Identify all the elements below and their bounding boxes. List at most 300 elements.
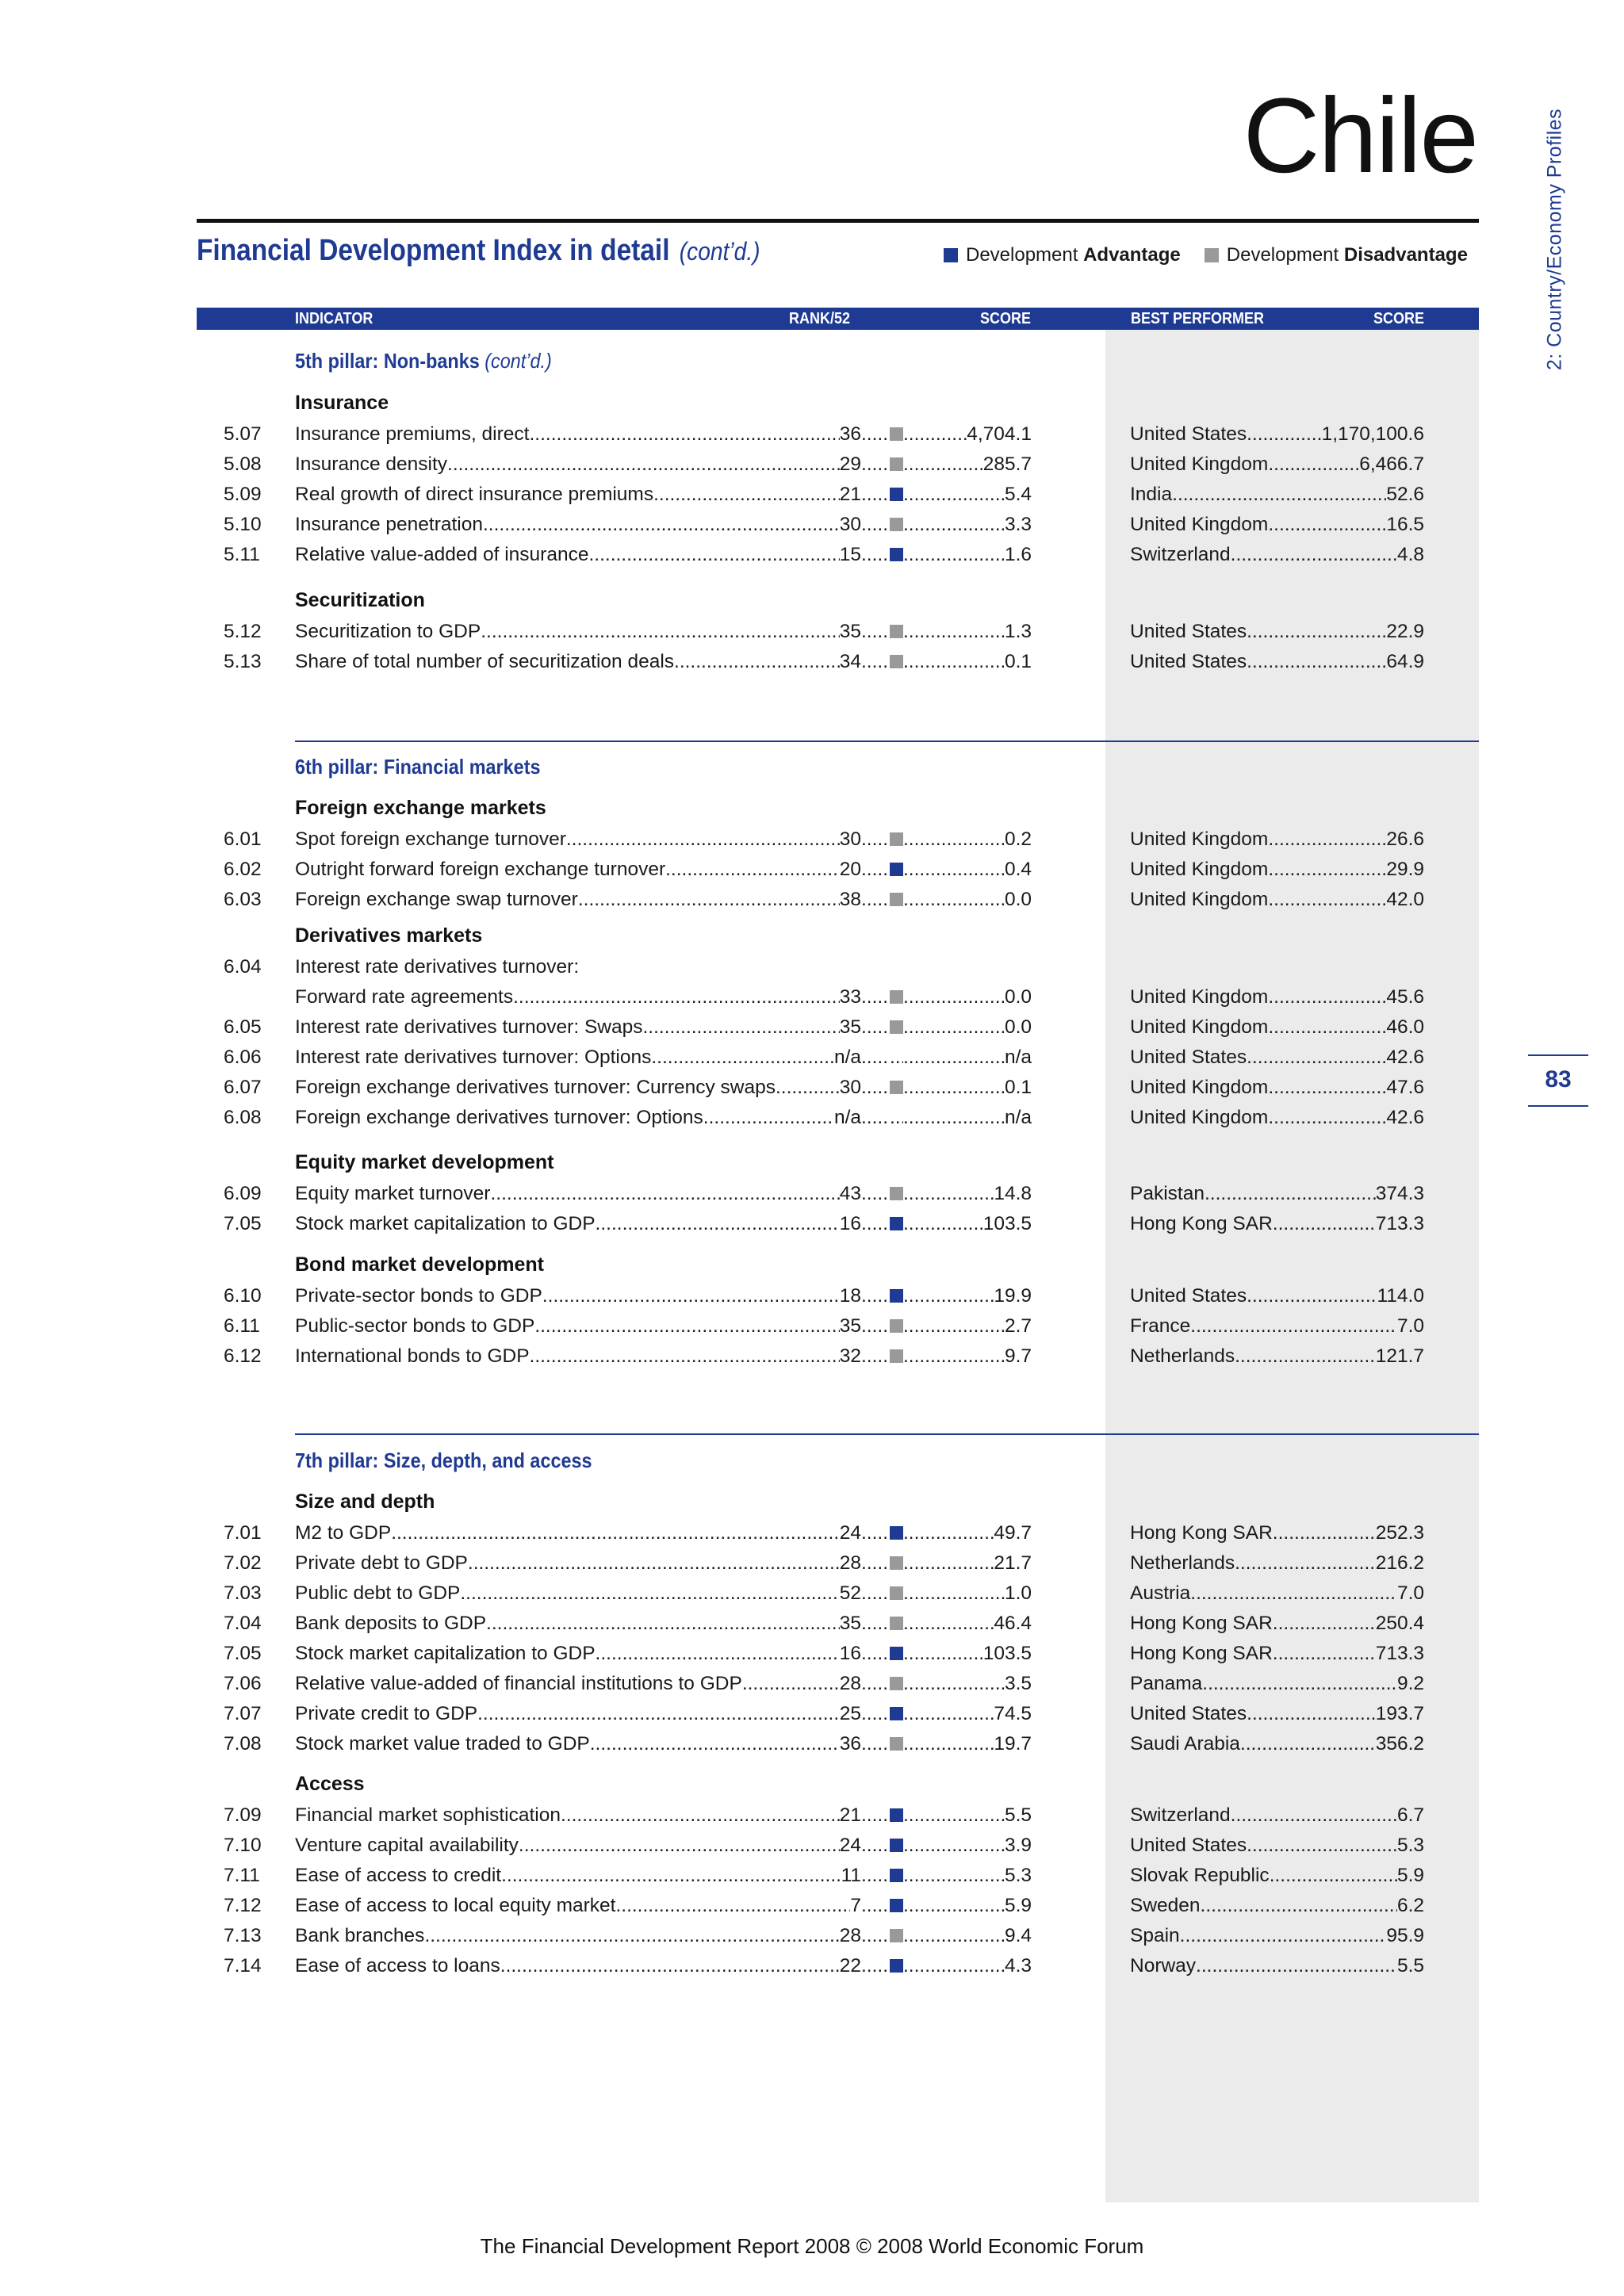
indicator-leader (295, 1012, 861, 1042)
dot-leader (903, 617, 1005, 646)
dot-leader (903, 825, 1005, 854)
best-performer-score: 95.9 (1386, 1925, 1424, 1946)
indicator-leader (295, 1578, 861, 1608)
best-performer-name: Hong Kong SAR (1130, 1613, 1273, 1634)
score-value: 0.0 (1004, 986, 1032, 1008)
pillar-heading (295, 755, 541, 779)
score-value: 9.4 (1004, 1925, 1032, 1946)
indicator-number: 6.08 (224, 1107, 262, 1128)
dot-leader (1180, 1921, 1387, 1950)
table-row (0, 1669, 1624, 1698)
dot-leader (566, 825, 840, 854)
best-performer-name: Switzerland (1130, 544, 1231, 565)
dot-leader (1268, 1073, 1386, 1102)
dot-leader (529, 419, 839, 449)
best-performer-cell (1130, 1012, 1424, 1042)
rank-value: 30 (839, 514, 861, 535)
indicator-label: International bonds to GDP (295, 1345, 530, 1367)
best-performer-name: United States (1130, 1285, 1247, 1307)
score-cell (903, 1012, 1032, 1042)
best-performer-score: 47.6 (1386, 1077, 1424, 1098)
best-performer-score: 6.7 (1396, 1804, 1424, 1826)
dot-leader (1273, 1518, 1376, 1548)
dot-leader (1190, 1311, 1397, 1341)
table-row (0, 1012, 1624, 1042)
best-performer-cell (1130, 1518, 1424, 1548)
group-heading: Bond market development (295, 1253, 544, 1276)
table-row (0, 1179, 1624, 1208)
score-cell (903, 1341, 1032, 1371)
dot-leader (542, 1281, 840, 1311)
rank-value: 30 (839, 828, 861, 850)
dot-leader (903, 1669, 1005, 1698)
rank-value: 52 (839, 1582, 861, 1604)
score-cell (903, 1578, 1032, 1608)
pillar-title: 5th pillar: Non-banks (295, 349, 480, 373)
score-cell (903, 1639, 1032, 1668)
indicator-label: Real growth of direct insurance premiums (295, 484, 654, 505)
indicator-leader (295, 885, 861, 914)
advantage-marker (890, 1899, 903, 1912)
score-value: 4,704.1 (967, 423, 1032, 445)
best-performer-score: 42.6 (1386, 1047, 1424, 1068)
best-performer-cell (1130, 1073, 1424, 1102)
best-performer-cell (1130, 617, 1424, 646)
best-performer-score: 121.7 (1375, 1345, 1424, 1367)
indicator-label: Relative value-added of financial institutions to GDP (295, 1673, 742, 1694)
rank-value: 30 (839, 1077, 861, 1098)
dot-leader (861, 510, 890, 539)
table-row (0, 1921, 1624, 1950)
indicator-label: Venture capital availability (295, 1835, 519, 1856)
score-cell (903, 1669, 1032, 1698)
indicator-number: 7.09 (224, 1804, 262, 1826)
best-performer-score: 5.9 (1396, 1865, 1424, 1886)
indicator-leader (295, 1103, 861, 1132)
best-performer-name: United States (1130, 1703, 1247, 1724)
best-performer-name: France (1130, 1315, 1191, 1337)
column-header-rank: RANK/52 (789, 310, 851, 327)
dot-leader (1273, 1609, 1376, 1638)
dot-leader (861, 1891, 890, 1920)
best-performer-cell (1130, 450, 1424, 479)
best-performer-cell (1130, 480, 1424, 509)
pillar-suffix: (cont’d.) (485, 349, 552, 373)
rank-value: 34 (839, 651, 861, 672)
side-label-text: 2: Country/Economy Profiles (1543, 108, 1566, 371)
dot-leader (653, 480, 840, 509)
legend-advantage-prefix: Development (966, 244, 1084, 266)
legend-advantage-swatch (944, 248, 958, 262)
dot-leader (519, 1831, 840, 1860)
disadvantage-marker (890, 1586, 903, 1600)
table-row (0, 480, 1624, 509)
dot-leader (1247, 1281, 1377, 1311)
footer: The Financial Development Report 2008 © 2008 World Economic Forum (480, 2234, 1144, 2258)
disadvantage-marker (890, 1677, 903, 1690)
dot-leader (642, 1012, 839, 1042)
dot-leader (861, 1669, 890, 1698)
table-row (0, 617, 1624, 646)
best-performer-cell (1130, 1669, 1424, 1698)
dot-leader (1247, 1831, 1397, 1860)
indicator-label: Foreign exchange derivatives turnover: Options (295, 1107, 703, 1128)
indicator-label: Bank branches (295, 1925, 425, 1946)
dot-leader (861, 617, 890, 646)
indicator-leader (295, 1639, 861, 1668)
score-value: 1.3 (1004, 621, 1032, 642)
indicator-leader (295, 1073, 861, 1102)
indicator-leader (295, 1729, 861, 1758)
pillar-rule (295, 740, 1479, 742)
indicator-leader (295, 647, 861, 676)
disadvantage-marker (890, 1187, 903, 1200)
score-cell (903, 885, 1032, 914)
legend-disadvantage-swatch (1205, 248, 1219, 262)
table-row (0, 1103, 1624, 1132)
best-performer-cell (1130, 1831, 1424, 1860)
advantage-marker (890, 1869, 903, 1882)
score-cell (903, 617, 1032, 646)
disadvantage-marker (890, 1319, 903, 1333)
table-row (0, 1209, 1624, 1238)
best-performer-cell (1130, 1341, 1424, 1371)
disadvantage-marker (890, 832, 903, 846)
best-performer-name: United Kingdom (1130, 514, 1269, 535)
indicator-number: 7.14 (224, 1955, 262, 1976)
dot-leader (1190, 1578, 1397, 1608)
pillar-title: 6th pillar: Financial markets (295, 755, 541, 779)
table-row (0, 540, 1624, 569)
dot-leader (1247, 1043, 1386, 1072)
score-value: 285.7 (982, 453, 1032, 475)
score-cell (903, 419, 1032, 449)
disadvantage-marker (890, 625, 903, 638)
dot-leader (903, 1609, 994, 1638)
dot-leader (651, 1043, 834, 1072)
disadvantage-marker (890, 1929, 903, 1942)
rank-value: 36 (839, 1733, 861, 1755)
score-cell (903, 825, 1032, 854)
dot-leader (903, 1548, 994, 1578)
dot-leader (513, 982, 840, 1012)
dot-leader (861, 1609, 890, 1638)
best-performer-score: 374.3 (1375, 1183, 1424, 1204)
advantage-marker (890, 1839, 903, 1852)
title-rule (197, 219, 1479, 223)
disadvantage-marker (890, 1020, 903, 1034)
page-number: 83 (1545, 1066, 1572, 1093)
group-heading: Access (295, 1773, 365, 1795)
table-row (0, 1548, 1624, 1578)
rank-value: 32 (839, 1345, 861, 1367)
rank-value: 15 (839, 544, 861, 565)
best-performer-cell (1130, 419, 1424, 449)
best-performer-cell (1130, 1639, 1424, 1668)
best-performer-name: Saudi Arabia (1130, 1733, 1240, 1755)
score-value: 103.5 (982, 1643, 1032, 1664)
disadvantage-marker (890, 427, 903, 441)
score-cell (903, 1548, 1032, 1578)
dot-leader (1268, 855, 1386, 884)
column-header-best-performer: BEST PERFORMER (1131, 310, 1265, 327)
dot-leader (468, 1548, 840, 1578)
score-cell (903, 540, 1032, 569)
dot-leader (590, 1729, 840, 1758)
rank-value: 29 (839, 453, 861, 475)
score-value: 0.4 (1004, 859, 1032, 880)
dot-leader (861, 1073, 890, 1102)
dot-leader (903, 1578, 1005, 1608)
table-row (0, 1891, 1624, 1920)
best-performer-cell (1130, 1609, 1424, 1638)
dot-leader (903, 647, 1005, 676)
dot-leader (861, 1281, 890, 1311)
score-cell (903, 1861, 1032, 1890)
score-value: 5.4 (1004, 484, 1032, 505)
disadvantage-marker (890, 457, 903, 471)
dot-leader (861, 1800, 890, 1830)
rank-value: 24 (839, 1522, 861, 1544)
score-cell (903, 982, 1032, 1012)
best-performer-score: 46.0 (1386, 1016, 1424, 1038)
legend-advantage-label: Advantage (1083, 244, 1181, 266)
table-row (0, 1800, 1624, 1830)
table-row (0, 1043, 1624, 1072)
advantage-marker (890, 1647, 903, 1660)
indicator-leader (295, 1891, 861, 1920)
column-header-bar (197, 308, 1479, 330)
dot-leader (1235, 1341, 1376, 1371)
best-performer-name: United States (1130, 1047, 1247, 1068)
best-performer-cell (1130, 1548, 1424, 1578)
indicator-label: Insurance penetration (295, 514, 483, 535)
table-row (0, 1311, 1624, 1341)
dot-leader (903, 1341, 1005, 1371)
advantage-marker (890, 1959, 903, 1973)
indicator-leader (295, 1179, 861, 1208)
dot-leader (861, 855, 890, 884)
score-value: 46.4 (994, 1613, 1032, 1634)
rank-value: 28 (839, 1552, 861, 1574)
indicator-leader (295, 540, 861, 569)
advantage-marker (890, 488, 903, 501)
indicator-leader (295, 1281, 861, 1311)
dot-leader (500, 1951, 840, 1980)
dot-leader (903, 419, 967, 449)
rank-value: 21 (839, 1804, 861, 1826)
indicator-number: 7.05 (224, 1213, 262, 1234)
dot-leader (861, 1639, 890, 1668)
advantage-marker (890, 863, 903, 876)
score-cell (903, 647, 1032, 676)
table-row (0, 855, 1624, 884)
indicator-label: Bank deposits to GDP (295, 1613, 487, 1634)
score-value: 3.9 (1004, 1835, 1032, 1856)
score-cell (903, 1103, 1032, 1132)
table-row (0, 1699, 1624, 1728)
dot-leader (674, 647, 840, 676)
best-performer-score: 5.3 (1396, 1835, 1424, 1856)
dot-leader (903, 1012, 1005, 1042)
best-performer-cell (1130, 647, 1424, 676)
dot-leader (1268, 825, 1386, 854)
indicator-number: 5.08 (224, 453, 262, 475)
advantage-marker (890, 1289, 903, 1303)
group-heading: Securitization (295, 589, 425, 611)
advantage-marker (890, 548, 903, 561)
best-performer-score: 7.0 (1396, 1315, 1424, 1337)
dot-leader (890, 1103, 903, 1132)
rank-value: 16 (839, 1643, 861, 1664)
score-cell (903, 1179, 1032, 1208)
disadvantage-marker (890, 893, 903, 906)
dot-leader (1231, 1800, 1397, 1830)
column-header-best-score: SCORE (1373, 310, 1425, 327)
table-row (0, 1518, 1624, 1548)
best-performer-cell (1130, 1043, 1424, 1072)
best-performer-score: 42.6 (1386, 1107, 1424, 1128)
dot-leader (1268, 982, 1386, 1012)
dot-leader (391, 1518, 840, 1548)
dot-leader (561, 1800, 840, 1830)
dot-leader (903, 510, 1005, 539)
best-performer-score: 252.3 (1375, 1522, 1424, 1544)
indicator-leader (295, 855, 861, 884)
indicator-leader (295, 617, 861, 646)
group-heading: Insurance (295, 392, 389, 414)
dot-leader (903, 1891, 1005, 1920)
best-performer-score: 29.9 (1386, 859, 1424, 880)
dot-leader (861, 1311, 890, 1341)
best-performer-score: 45.6 (1386, 986, 1424, 1008)
score-value: 3.5 (1004, 1673, 1032, 1694)
indicator-number: 7.08 (224, 1733, 262, 1755)
dot-leader (665, 855, 840, 884)
disadvantage-marker (890, 990, 903, 1004)
dot-leader (1205, 1179, 1376, 1208)
dot-leader (596, 1209, 840, 1238)
column-header-indicator: INDICATOR (295, 310, 373, 327)
dot-leader (903, 480, 1005, 509)
best-performer-name: United Kingdom (1130, 986, 1269, 1008)
indicator-leader (295, 825, 861, 854)
dot-leader (861, 647, 890, 676)
indicator-label: Relative value-added of insurance (295, 544, 589, 565)
dot-leader (903, 1639, 983, 1668)
indicator-number: 6.04 (224, 956, 262, 978)
indicator-leader (295, 1951, 861, 1980)
indicator-number: 7.12 (224, 1895, 262, 1916)
best-performer-cell (1130, 885, 1424, 914)
dot-leader (861, 450, 890, 479)
dot-leader (890, 1043, 903, 1072)
dot-leader (903, 1281, 994, 1311)
dot-leader (861, 1578, 890, 1608)
table-row (0, 1073, 1624, 1102)
best-performer-name: Switzerland (1130, 1804, 1231, 1826)
dot-leader (861, 1729, 890, 1758)
score-cell (903, 1891, 1032, 1920)
section-heading-suffix: (cont’d.) (679, 237, 760, 266)
score-value: 2.7 (1004, 1315, 1032, 1337)
indicator-label: Stock market value traded to GDP (295, 1733, 590, 1755)
score-cell (903, 1043, 1032, 1072)
indicator-label: Ease of access to local equity market (295, 1895, 616, 1916)
score-value: 5.3 (1004, 1865, 1032, 1886)
best-performer-name: India (1130, 484, 1173, 505)
dot-leader (861, 1699, 890, 1728)
score-value: 0.1 (1004, 651, 1032, 672)
dot-leader (861, 1012, 890, 1042)
rank-value: 20 (839, 859, 861, 880)
score-cell (903, 480, 1032, 509)
score-value: 74.5 (994, 1703, 1032, 1724)
dot-leader (861, 885, 890, 914)
dot-leader (1201, 1891, 1397, 1920)
dot-leader (424, 1921, 839, 1950)
indicator-number: 6.09 (224, 1183, 262, 1204)
dot-leader (588, 540, 839, 569)
score-cell (903, 1699, 1032, 1728)
score-cell (903, 1311, 1032, 1341)
best-performer-cell (1130, 982, 1424, 1012)
best-performer-cell (1130, 1209, 1424, 1238)
best-performer-cell (1130, 1311, 1424, 1341)
best-performer-name: Norway (1130, 1955, 1197, 1976)
disadvantage-marker (890, 1617, 903, 1630)
best-performer-score: 42.0 (1386, 889, 1424, 910)
indicator-number: 7.02 (224, 1552, 262, 1574)
disadvantage-marker (890, 1556, 903, 1570)
best-performer-name: United Kingdom (1130, 1077, 1269, 1098)
indicator-leader (295, 510, 861, 539)
indicator-leader (295, 982, 861, 1012)
score-value: 5.5 (1004, 1804, 1032, 1826)
best-performer-score: 356.2 (1375, 1733, 1424, 1755)
indicator-number: 7.06 (224, 1673, 262, 1694)
indicator-leader (295, 1341, 861, 1371)
dot-leader (903, 1518, 994, 1548)
indicator-number: 6.10 (224, 1285, 262, 1307)
dot-leader (1202, 1669, 1397, 1698)
best-performer-name: Netherlands (1130, 1345, 1235, 1367)
rank-value: 35 (839, 1315, 861, 1337)
dot-leader (903, 1729, 994, 1758)
dot-leader (1268, 450, 1359, 479)
legend-disadvantage-label: Disadvantage (1343, 244, 1468, 266)
indicator-number: 7.07 (224, 1703, 262, 1724)
table-row (0, 885, 1624, 914)
indicator-number: 5.10 (224, 514, 262, 535)
indicator-leader (295, 1861, 861, 1890)
indicator-leader (295, 1800, 861, 1830)
best-performer-score: 64.9 (1386, 651, 1424, 672)
score-value: 0.2 (1004, 828, 1032, 850)
dot-leader (578, 885, 840, 914)
best-performer-score: 193.7 (1375, 1703, 1424, 1724)
table-row (0, 1341, 1624, 1371)
dot-leader (1273, 1209, 1376, 1238)
dot-leader (501, 1861, 841, 1890)
disadvantage-marker (890, 655, 903, 668)
best-performer-name: United Kingdom (1130, 453, 1269, 475)
dot-leader (861, 1861, 890, 1890)
score-cell (903, 450, 1032, 479)
best-performer-name: Sweden (1130, 1895, 1201, 1916)
dot-leader (861, 1921, 890, 1950)
disadvantage-marker (890, 1081, 903, 1094)
